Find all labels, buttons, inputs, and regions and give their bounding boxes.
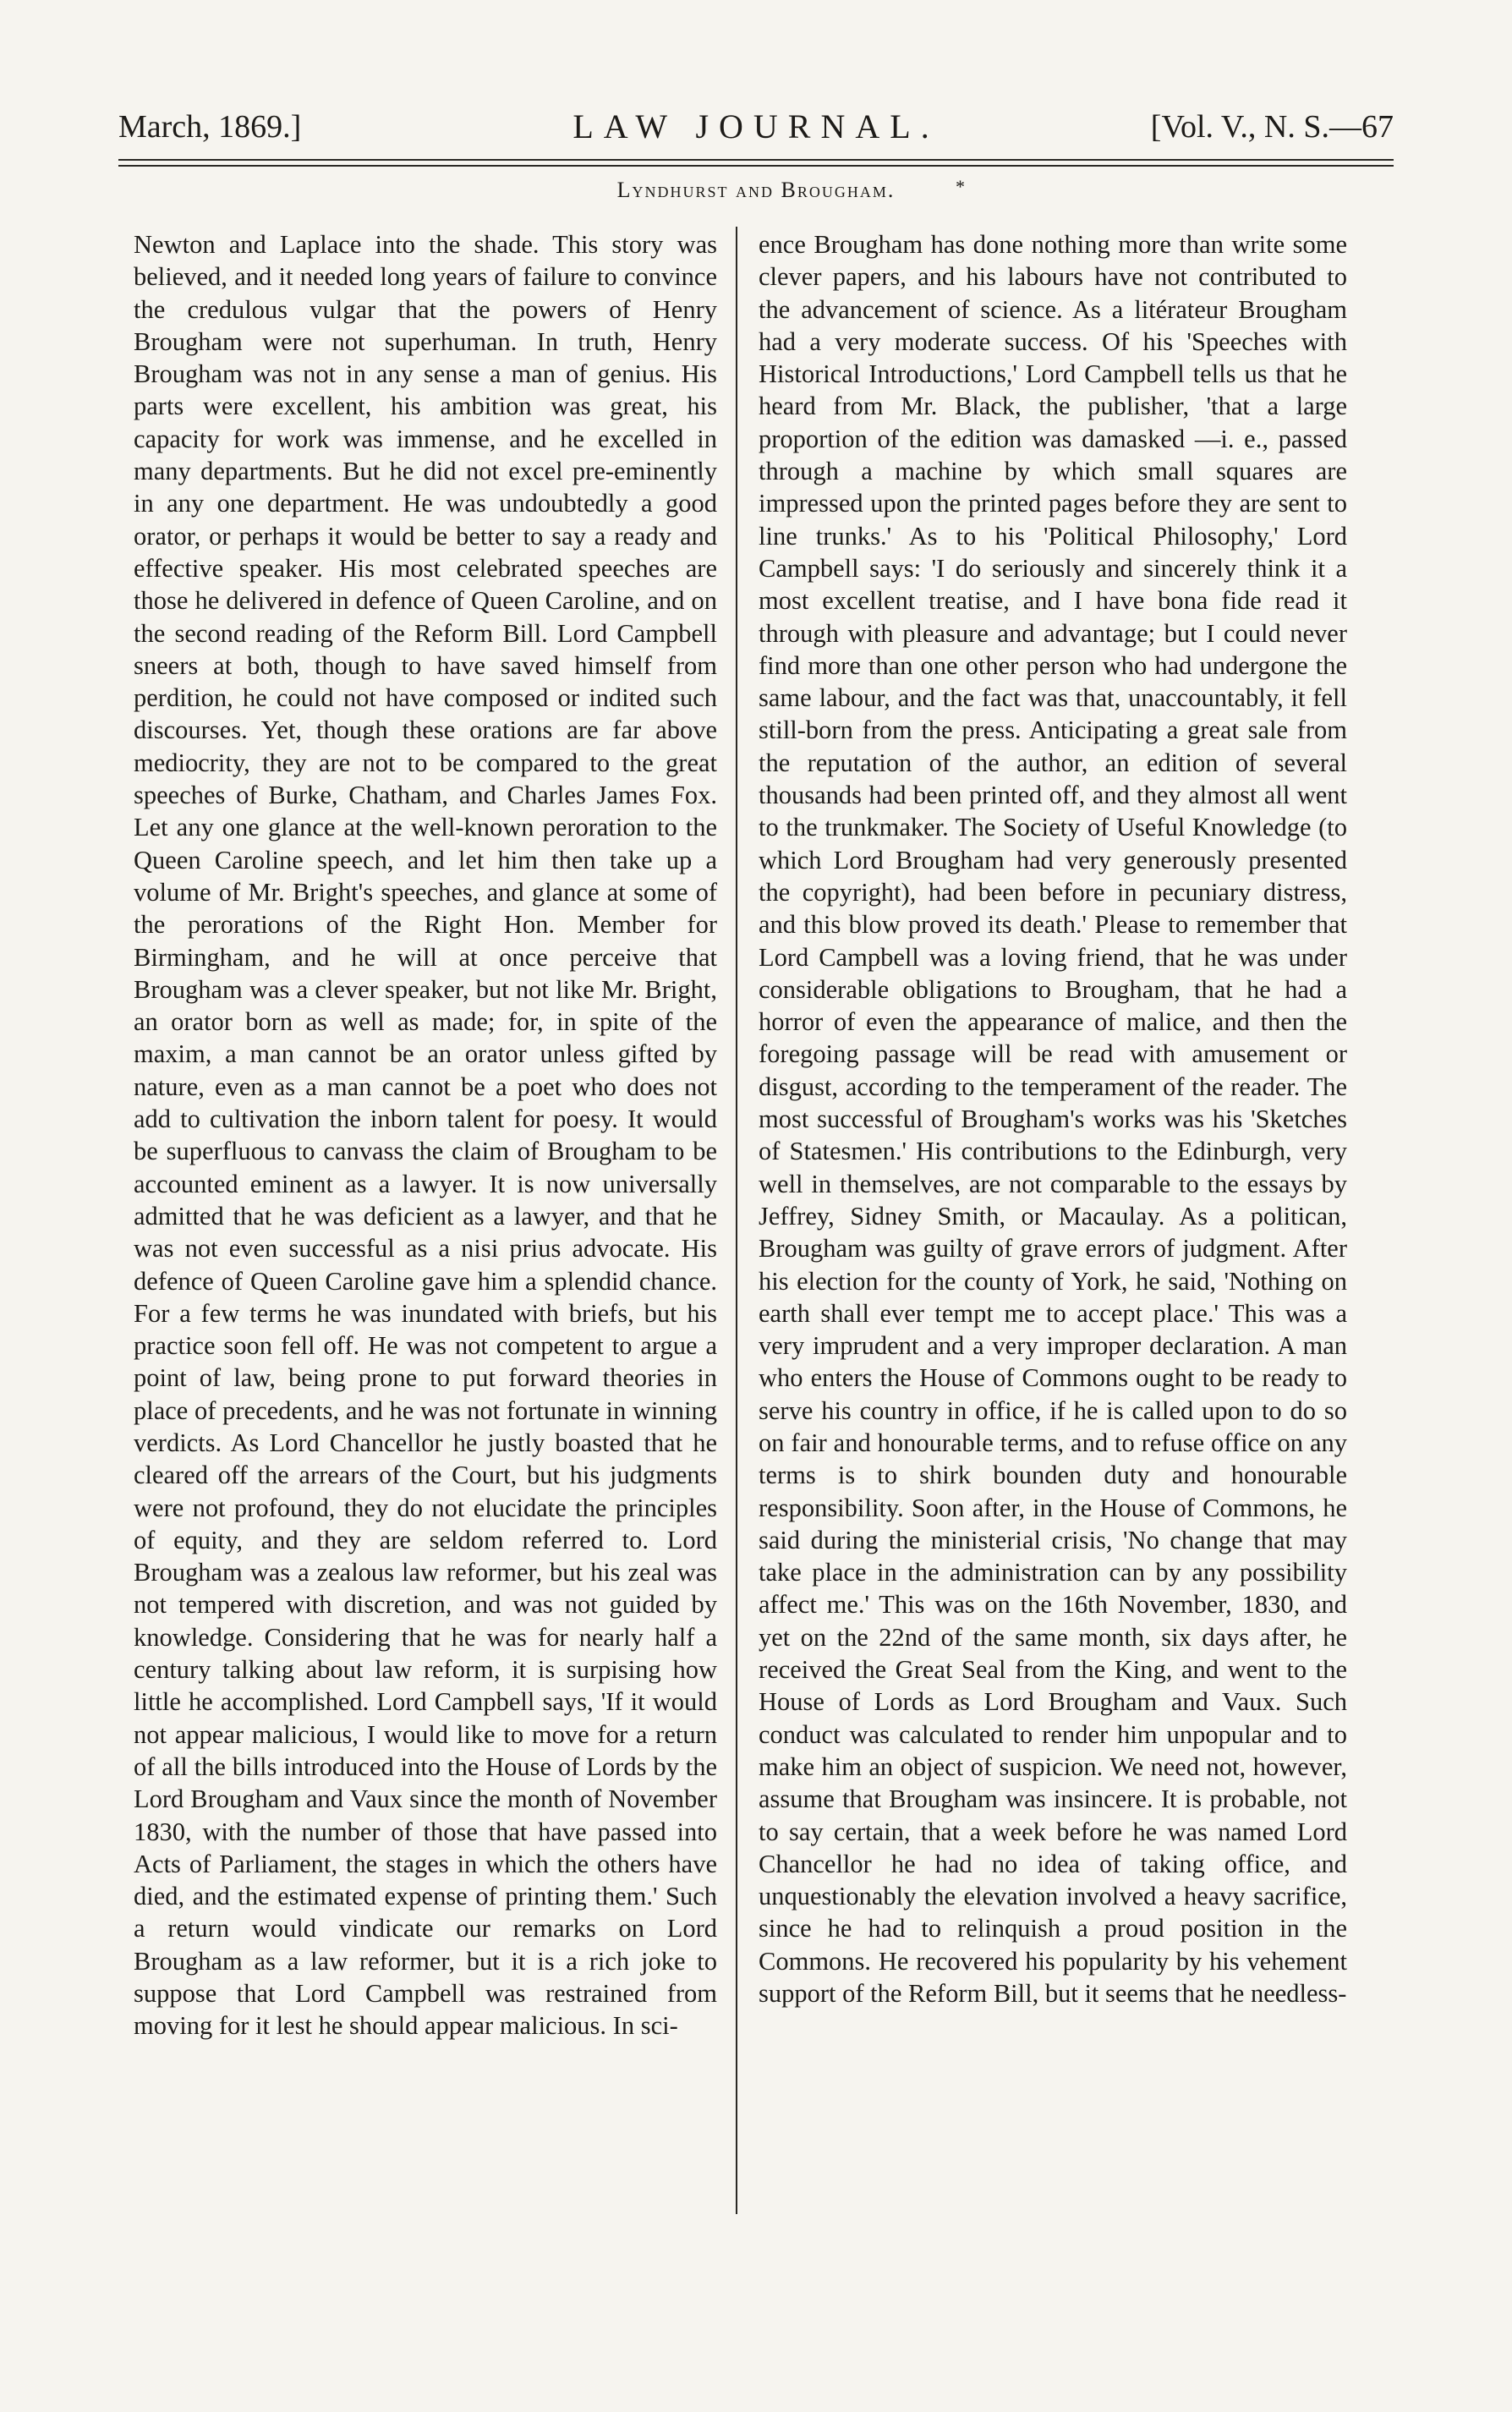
left-column-text: Newton and Laplace into the shade. This story was believed, and it needed long years of failure to convince the credulous vulgar that the powers of Henry Brougham were not superhuman. In truth, Henry Brougham was not in any sense a man of genius. His parts were excellent, his ambition was great, his capacity for work was immense, and he excelled in many departments. But he did not excel pre-eminently in any one department. He was undoubtedly a good orator, or perhaps it would be better to say a ready and effective speaker. His most celebrated speeches are those he delivered in defence of Queen Caroline, and on the second reading of the Reform Bill. Lord Campbell sneers at both, though to have saved himself from perdition, he could not have composed or indited such discourses. Yet, though these orations are far above mediocrity, they are not to be compared to the great speeches of Burke, Chatham, and Charles James Fox. Let any one glance at the well-known peroration to the Queen Caroline speech, and let him then take up a volume of Mr. Bright's speeches, and glance at some of the perorations of the Right Hon. Member for Birmingham, and he will at once perceive that Brougham was a clever speaker, but not like Mr. Bright, an orator born as well as made; for, in spite of the maxim, a man cannot be an orator unless gifted by nature, even as a man cannot be a poet who does not add to cultivation the inborn talent for poesy. It would be superfluous to canvass the claim of Brougham to be accounted eminent as a lawyer. It is now universally admitted that he was deficient as a lawyer, and that he was not even successful as a nisi prius advocate. His defence of Queen Caroline gave him a splendid chance. For a few terms he was inundated with briefs, but his practice soon fell off. He was not competent to argue a point of law, being prone to put forward theories in place of precedents, and he was not fortunate in winning verdicts. As Lord Chancellor he justly boasted that he cleared off the arrears of the Court, but his judgments were not profound, they do not elucidate the principles of equity, and they are seldom referred to. Lord Brougham was a zealous law reformer, but his zeal was not tempered with discretion, and was not guided by knowledge. Considering that he was for nearly half a century talking about law reform, it is surpising how little he accomplished. Lord Campbell says, 'If it would not appear malicious, I would like to move for a return of all the bills introduced into the House of Lords by the Lord Brougham and Vaux since the month of November 1830, with the number of those that have passed into Acts of Parliament, the stages in which the others have died, and the estimated expense of printing them.' Such a return would vindicate our remarks on Lord Brougham as a law reformer, but it is a rich joke to suppose that Lord Campbell was restrained from moving for it lest he should appear malicious. In sci- <box>134 230 717 2041</box>
asterisk-mark: * <box>956 176 965 197</box>
running-head <box>110 101 1402 152</box>
left-column <box>134 228 717 2042</box>
header-rule <box>118 159 1394 161</box>
right-column <box>759 228 1347 2009</box>
issue-date: March, 1869.] <box>118 109 302 145</box>
volume-page: [Vol. V., N. S.—67 <box>1150 109 1394 145</box>
column-divider <box>736 227 737 2214</box>
section-title: Lyndhurst and Brougham. <box>616 178 896 202</box>
right-column-text: ence Brougham has done nothing more than write some clever papers, and his labours have not contributed to the advancement of science. As a litérateur Brougham had a very moderate success. Of his 'Speeches with Historical Introductions,' Lord Campbell tells us that he heard from Mr. Black, the publisher, 'that a large proportion of the edition was damasked —i. e., passed through a machine by which small squares are impressed upon the printed pages before they are sent to line trunks.' As to his 'Political Philosophy,' Lord Campbell says: 'I do seriously and sincerely think it a most excellent treatise, and I have bona fide read it through with pleasure and advantage; but I could never find more than one other person who had undergone the same labour, and the fact was that, unaccountably, it fell still-born from the press. Anticipating a great sale from the reputation of the author, an edition of several thousands had been printed off, and they almost all went to the trunkmaker. The Society of Useful Knowledge (to which Lord Brougham had very generously presented the copyright), had been before in pecuniary distress, and this blow proved its death.' Please to remember that Lord Campbell was a loving friend, that he was under considerable obligations to Brougham, that he had a horror of even the appearance of malice, and then the foregoing passage will be read with amusement or disgust, according to the temperament of the reader. The most successful of Brougham's works was his 'Sketches of Statesmen.' His contributions to the Edinburgh, very well in themselves, are not comparable to the essays by Jeffrey, Sidney Smith, or Macaulay. As a politican, Brougham was guilty of grave errors of judgment. After his election for the county of York, he said, 'Nothing on earth shall ever tempt me to accept place.' This was a very imprudent and a very improper declaration. A man who enters the House of Commons ought to be ready to serve his country in office, if he is called upon to do so on fair and honourable terms, and to refuse office on any terms is to shirk bounden duty and honourable responsibility. Soon after, in the House of Commons, he said during the ministerial crisis, 'No change that may take place in the administration can by any possibility affect me.' This was on the 16th November, 1830, and yet on the 22nd of the same month, six days after, he received the Great Seal from the King, and went to the House of Lords as Lord Brougham and Vaux. Such conduct was calculated to render him unpopular and to make him an object of suspicion. We need not, however, assume that Brougham was insincere. It is probable, not to say certain, that a week before he was named Lord Chancellor he had no idea of taking office, and unquestionably the elevation involved a heavy sacrifice, since he had to relinquish a proud position in the Commons. He recovered his popularity by his vehement support of the Reform Bill, but it seems that he needless- <box>759 230 1347 2009</box>
journal-title: LAW JOURNAL. <box>572 107 940 145</box>
header-rule-thin <box>118 165 1394 167</box>
